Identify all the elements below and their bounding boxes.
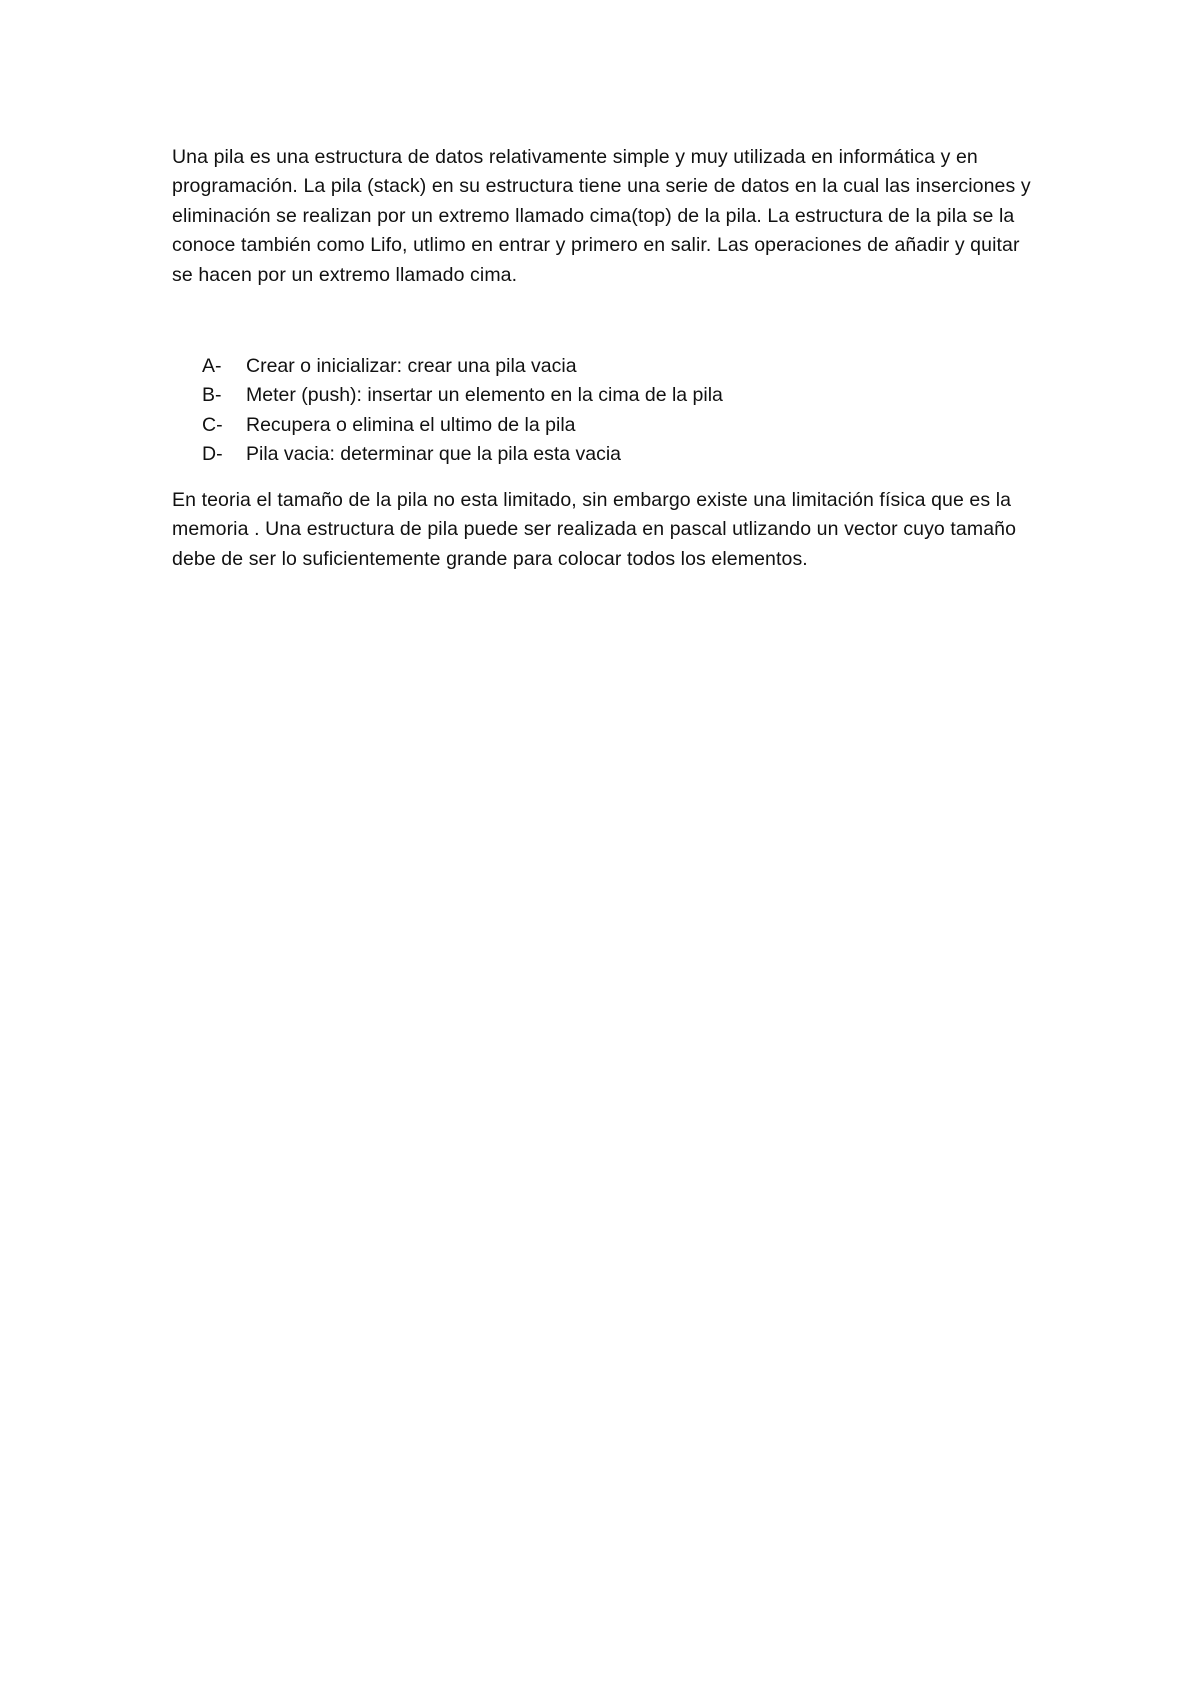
list-item-text: Pila vacia: determinar que la pila esta vacia — [246, 443, 622, 466]
list-item — [202, 440, 723, 469]
list-marker: A- — [202, 355, 222, 377]
list-item — [202, 352, 723, 381]
list-item-text: Crear o inicializar: crear una pila vacia — [246, 355, 577, 377]
list-item-text: Meter (push): insertar un elemento en la cima de la pila — [246, 384, 723, 407]
intro-paragraph: Una pila es una estructura de datos relativamente simple y muy utilizada en informática y en programación. La pila (stack) en su estructura tiene una serie de datos en la cual las inserciones y eliminación se realizan por un extremo llamado cima(top) de la pila. La estructura de la pila se la conoce también como Lifo, utlimo en entrar y primero en salir. Las operaciones de añadir y quitar se hacen por un extremo llamado cima. — [172, 146, 1031, 286]
list-item-text: Recupera o elimina el ultimo de la pila — [246, 413, 576, 436]
list-item — [202, 411, 723, 440]
list-item — [202, 381, 723, 410]
list-marker: C- — [202, 413, 223, 436]
list-marker: B- — [202, 384, 222, 407]
operations-list — [202, 352, 723, 470]
list-marker: D- — [202, 443, 223, 466]
limits-paragraph: En teoria el tamaño de la pila no esta limitado, sin embargo existe una limitación física que es la memoria . Una estructura de pila puede ser realizada en pascal utlizando un vector cuyo tamaño debe de ser lo suficientemente grande para colocar todos los elementos. — [172, 489, 1017, 570]
